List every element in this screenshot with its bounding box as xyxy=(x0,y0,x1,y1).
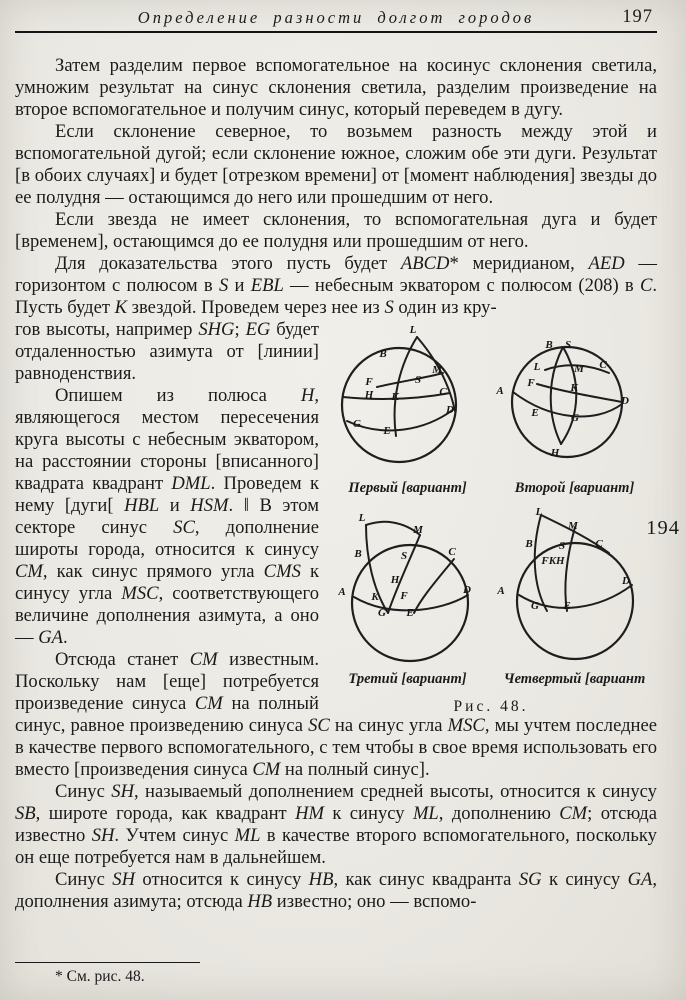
math-letters: GA xyxy=(38,627,64,648)
text-run: , как синус прямого угла xyxy=(42,561,264,582)
text-run: Затем разделим первое вспомогательное на косинус склонения светила, умножим результат на синус склонения светила, разделим произведение на второе вспомогательное и получим синус, который переведем в дугу. xyxy=(15,55,657,120)
math-letters: HB xyxy=(247,891,273,912)
text-run: к синусу xyxy=(541,869,628,890)
text-run: известно; оно — вспомо- xyxy=(272,891,477,912)
text-run: . Учтем синус xyxy=(114,825,235,846)
point-label: H xyxy=(550,447,559,459)
page-number: 197 xyxy=(622,7,653,27)
point-label: L xyxy=(535,506,542,518)
math-letters: H xyxy=(300,385,315,406)
paragraph xyxy=(15,209,657,253)
paragraph xyxy=(15,253,657,319)
point-label: C xyxy=(438,386,447,398)
point-label: S xyxy=(564,339,571,351)
figure-48 xyxy=(325,321,657,715)
point-label: D xyxy=(462,584,471,596)
text-run: и xyxy=(159,495,191,516)
point-label: F xyxy=(399,590,408,602)
math-letters: ABCD xyxy=(400,253,450,274)
point-label: A xyxy=(496,585,505,597)
margin-folio-note: 194 xyxy=(646,517,680,539)
math-letters: MSC xyxy=(121,583,159,604)
diagram-caption-third: Третий [вариант] xyxy=(348,671,467,687)
point-label: B xyxy=(544,339,553,351)
text-run: . Проведем к нему [дуги[ xyxy=(15,473,319,516)
figure-caption: Рис. 48. xyxy=(453,698,529,715)
text-run: к синусу угла xyxy=(15,561,320,604)
text-run: ; xyxy=(234,319,246,340)
math-letters: EG xyxy=(245,319,271,340)
point-label: A xyxy=(337,586,346,598)
math-letters: CMS xyxy=(263,561,301,582)
math-letters: ML xyxy=(234,825,261,846)
math-letters: SHG xyxy=(198,319,235,340)
footnote-rule xyxy=(15,962,200,963)
point-label: L xyxy=(358,512,365,524)
point-label: L xyxy=(409,324,416,336)
diagram-caption-first: Первый [вариант] xyxy=(348,480,467,496)
math-letters: HBL xyxy=(124,495,160,516)
math-letters: EBL xyxy=(250,275,284,296)
text-run: , дополнения азимута; отсюда xyxy=(15,869,658,912)
point-label: D xyxy=(621,575,630,587)
text-run: ; отсюда известно xyxy=(15,803,658,846)
text-run: гов высоты, например xyxy=(15,319,199,340)
math-letters: HM xyxy=(295,803,324,824)
point-label: L xyxy=(533,361,540,373)
text-run: . ‖ В этом секторе синус xyxy=(15,495,319,538)
math-letters: SC xyxy=(308,715,330,736)
body-text xyxy=(15,55,657,913)
diagram-cell-third xyxy=(325,501,490,690)
diagram-cell-fourth xyxy=(492,501,657,690)
sphere-diagram-fourth xyxy=(495,501,655,667)
text-run: , называемый дополнением средней высоты, относится к синусу xyxy=(134,781,657,802)
diagram-caption-fourth: Четвертый [вариант xyxy=(503,671,646,687)
sphere-diagram-second xyxy=(495,334,655,476)
text-run: на полный синус]. xyxy=(280,759,430,780)
text-run: один из кру- xyxy=(393,297,497,318)
point-label: B xyxy=(378,348,387,360)
math-letters: K xyxy=(114,297,128,318)
math-letters: HB xyxy=(308,869,334,890)
text-run: на синус угла xyxy=(329,715,448,736)
diagram-caption-second: Второй [вариант] xyxy=(514,480,635,496)
text-run: и xyxy=(228,275,251,296)
math-letters: SB xyxy=(15,803,36,824)
point-label: A xyxy=(495,385,504,397)
text-run: , дополнению xyxy=(438,803,560,824)
math-letters: S xyxy=(384,297,394,318)
math-letters: SC xyxy=(173,517,195,538)
text-run: Отсюда станет xyxy=(55,649,190,670)
text-run: , мы учтем последнее в качестве первого вспомогательного, с тем чтобы в свое время использовать его вместо [произведения синуса xyxy=(15,715,658,780)
math-letters: ML xyxy=(412,803,439,824)
text-run: в качестве второго вспомогательного, поскольку он еще потребуется нам в дальнейшем. xyxy=(15,825,657,868)
math-letters: C xyxy=(639,275,653,296)
point-label: B xyxy=(353,548,362,560)
point-label: F xyxy=(364,376,373,388)
text-run: Опишем из полюса xyxy=(55,385,301,406)
point-label: M xyxy=(567,520,578,532)
diagram-grid xyxy=(325,321,657,690)
point-label: S xyxy=(400,550,407,562)
point-label: E xyxy=(562,600,571,612)
text-run: , широте города, как квадрант xyxy=(35,803,296,824)
point-label: B xyxy=(524,538,533,550)
text-run: — небесным экватором с полюсом (208) в xyxy=(283,275,640,296)
paragraph xyxy=(15,781,657,869)
text-run: , являющегося местом пересечения круга высоты с небесным экватором, на расстоянии стороны [вписанного] квадрата квадрант xyxy=(15,385,319,494)
diagram-cell-second xyxy=(492,321,657,499)
text-run: Синус xyxy=(55,781,112,802)
math-letters: SH xyxy=(91,825,115,846)
point-label: H xyxy=(390,574,399,586)
point-label: M xyxy=(412,524,423,536)
text-run: , как синус квадранта xyxy=(333,869,519,890)
text-run: на полный синус, равное произведению синуса xyxy=(15,693,319,736)
math-letters: MSC xyxy=(447,715,485,736)
text-run: известным. Поскольку нам [еще] потребуется произведение синуса xyxy=(15,649,319,714)
point-label: K xyxy=(370,591,379,603)
text-run: . xyxy=(63,627,68,648)
point-label: E xyxy=(530,407,539,419)
math-letters: SG xyxy=(518,869,542,890)
point-label: M xyxy=(573,363,584,375)
text-run: Для доказательства этого пусть будет xyxy=(55,253,401,274)
text-run: звездой. Проведем через нее из xyxy=(127,297,385,318)
point-label: FKH xyxy=(540,555,565,567)
math-letters: DML xyxy=(171,473,211,494)
point-label: G xyxy=(530,600,539,612)
point-label: E xyxy=(382,425,391,437)
text-run: будет отдаленностью азимута от [линии] равноденствия. xyxy=(15,319,319,384)
point-label: F xyxy=(526,377,535,389)
point-label: C xyxy=(447,546,456,558)
text-run: Если склонение северное, то возьмем разность между этой и вспомогательной дугой; если склонение южное, сложим обе эти дуги. Результат [в обоих случаях] и будет [отрезком времени] от [момент наблюдения] звезды до ее полудня — остающимся до него или прошедшим от него. xyxy=(15,121,657,208)
sphere-diagram-third xyxy=(338,509,478,667)
paragraph xyxy=(15,55,657,121)
paragraph xyxy=(15,869,657,913)
text-run: * меридианом, xyxy=(449,253,589,274)
point-label: C xyxy=(598,359,607,371)
point-label: K xyxy=(390,391,399,403)
math-letters: CM xyxy=(15,561,43,582)
point-label: D xyxy=(620,395,629,407)
math-letters: CM xyxy=(194,693,223,714)
point-label: G xyxy=(377,607,386,619)
text-run: к синусу xyxy=(323,803,413,824)
footnote xyxy=(15,962,657,986)
text-run: Синус xyxy=(55,869,113,890)
text-run: — горизонтом с полюсом в xyxy=(15,253,657,296)
point-label: D xyxy=(445,404,454,416)
text-run: , соответствующего величине дополнения азимута, а оно — xyxy=(15,583,320,648)
point-label: K xyxy=(569,382,578,394)
diagram-cell-first xyxy=(325,321,490,499)
point-label: S xyxy=(414,374,421,386)
footnote-text: * См. рис. 48. xyxy=(55,968,145,985)
running-title: Определение разности долгот городов xyxy=(137,8,535,27)
point-label: H xyxy=(364,389,373,401)
text-run: Если звезда не имеет склонения, то вспомогательная дуга и будет [временем], остающимся до ее полудня или прошедшим от него. xyxy=(15,209,657,252)
math-letters: CM xyxy=(559,803,588,824)
point-label: G xyxy=(352,418,361,430)
point-label: G xyxy=(570,412,579,424)
text-run: . Пусть будет xyxy=(15,275,658,318)
point-label: S xyxy=(558,540,565,552)
math-letters: GA xyxy=(627,869,653,890)
math-letters: AED xyxy=(588,253,625,274)
running-head xyxy=(15,7,657,33)
math-letters: SH xyxy=(111,781,134,802)
text-run: относится к синусу xyxy=(135,869,309,890)
math-letters: CM xyxy=(252,759,281,780)
math-letters: CM xyxy=(189,649,218,670)
text-run: , дополнение широты города, относится к синусу xyxy=(15,517,319,560)
math-letters: HSM xyxy=(190,495,229,516)
point-label: M xyxy=(431,364,442,376)
sphere-diagram-first xyxy=(333,321,483,476)
paragraph xyxy=(15,121,657,209)
math-letters: SH xyxy=(112,869,135,890)
point-label: E xyxy=(405,607,414,619)
point-label: C xyxy=(594,538,603,550)
math-letters: S xyxy=(218,275,229,296)
